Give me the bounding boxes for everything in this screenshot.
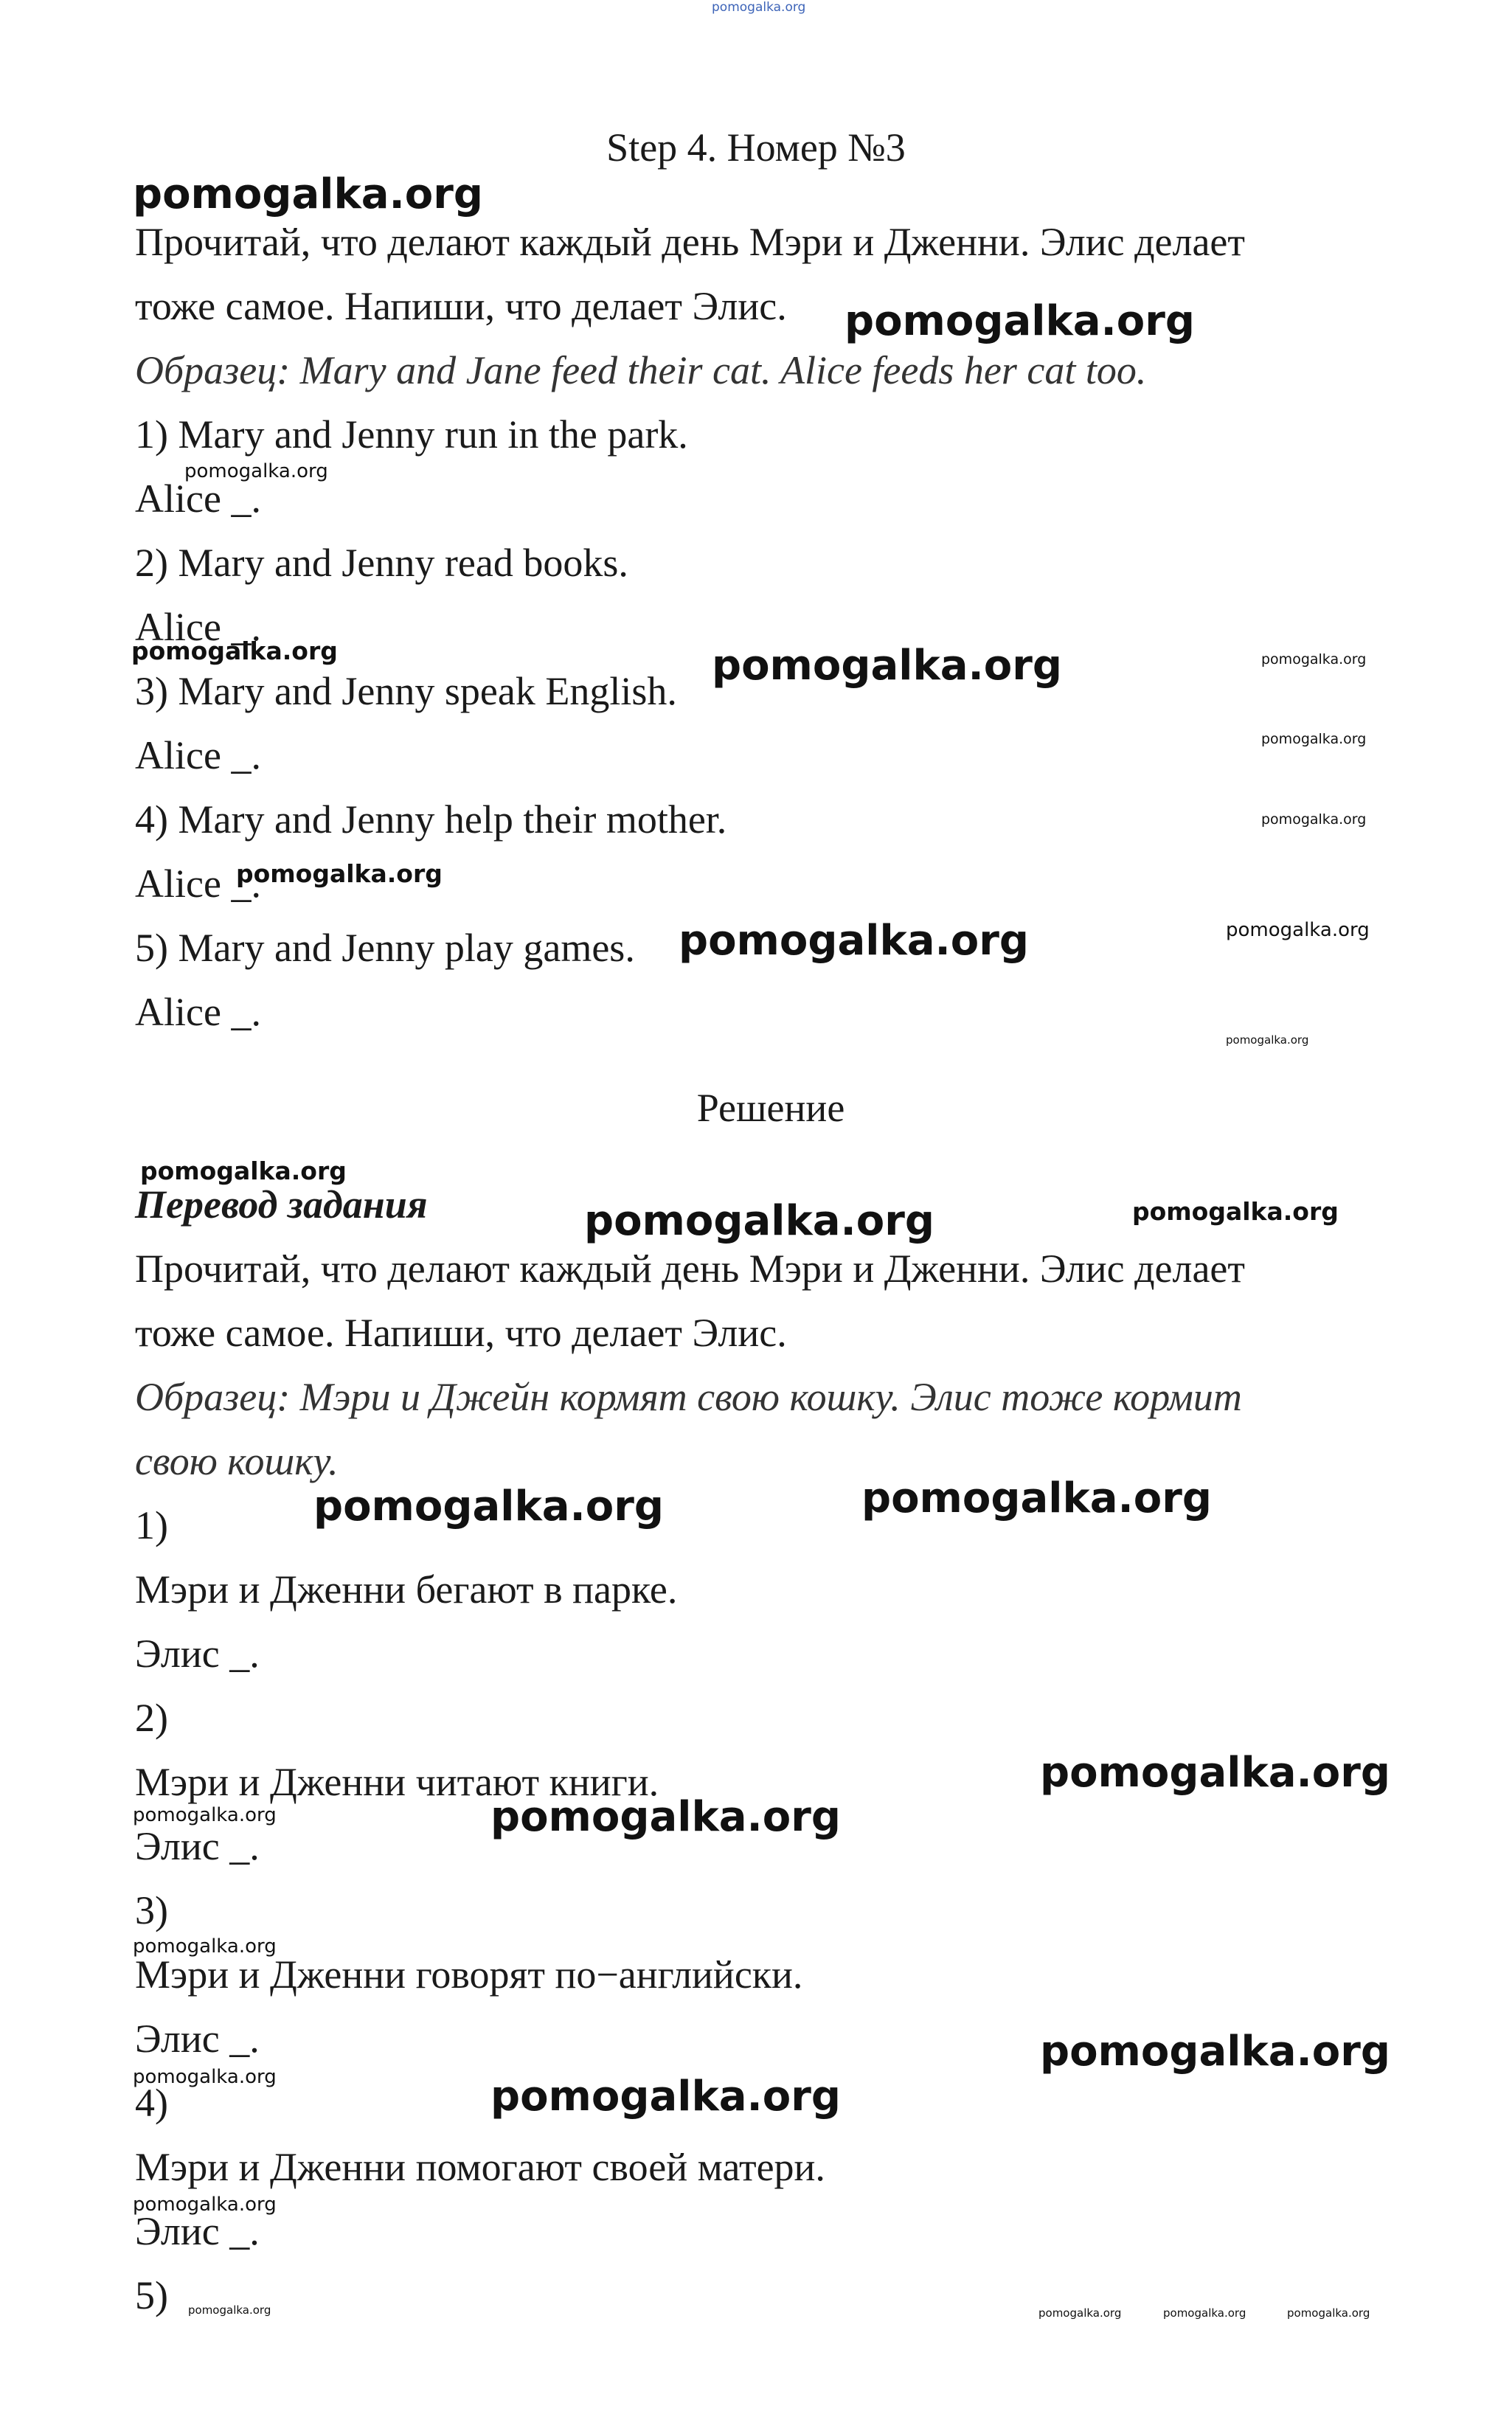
translation-heading: Перевод задания: [135, 1182, 428, 1227]
watermark: pomogalka.org: [131, 637, 338, 665]
task-instruction-line1: Прочитай, что делают каждый день Мэри и Дженни. Элис делает: [135, 220, 1245, 264]
solution-item-4-sentence: Мэри и Дженни помогают своей матери.: [135, 2145, 825, 2189]
watermark: pomogalka.org: [1226, 1033, 1309, 1047]
watermark: pomogalka.org: [313, 1483, 664, 1530]
watermark: pomogalka.org: [490, 2073, 841, 2121]
task-instruction-line2: тоже самое. Напиши, что делает Элис.: [135, 284, 787, 328]
solution-item-3-number: 3): [135, 1888, 168, 1932]
watermark: pomogalka.org: [1038, 2306, 1122, 2320]
watermark: pomogalka.org: [1163, 2306, 1246, 2320]
solution-item-3-answer: Элис _.: [135, 2017, 260, 2061]
task-item-4-sentence: 4) Mary and Jenny help their mother.: [135, 797, 727, 842]
task-item-2-sentence: 2) Mary and Jenny read books.: [135, 541, 628, 585]
watermark: pomogalka.org: [184, 460, 328, 482]
solution-item-3-sentence: Мэри и Дженни говорят по−английски.: [135, 1952, 803, 1997]
watermark: pomogalka.org: [845, 297, 1195, 345]
watermark: pomogalka.org: [584, 1197, 934, 1245]
solution-heading: Решение: [696, 1086, 845, 1130]
solution-item-4-number: 4): [135, 2081, 168, 2125]
solution-item-5-number: 5): [135, 2273, 168, 2317]
page-title: Step 4. Номер №3: [606, 125, 906, 170]
watermark: pomogalka.org: [1132, 1197, 1339, 1226]
watermark: pomogalka.org: [133, 2066, 277, 2088]
task-item-4-answer: Alice _.: [135, 861, 261, 906]
watermark: pomogalka.org: [1040, 2028, 1390, 2076]
solution-item-4-answer: Элис _.: [135, 2209, 260, 2253]
solution-item-2-answer: Элис _.: [135, 1824, 260, 1868]
watermark: pomogalka.org: [712, 642, 1062, 690]
watermark: pomogalka.org: [133, 2194, 277, 2216]
task-item-5-sentence: 5) Mary and Jenny play games.: [135, 926, 635, 970]
watermark: pomogalka.org: [861, 1474, 1212, 1522]
task-item-1-answer: Alice _.: [135, 476, 261, 521]
task-example: Образец: Mary and Jane feed their cat. Alice feeds her cat too.: [135, 348, 1147, 392]
solution-example-line2: свою кошку.: [135, 1439, 339, 1483]
watermark: pomogalka.org: [1261, 811, 1367, 828]
solution-example-line1: Образец: Мэри и Джейн кормят свою кошку. Элис тоже кормит: [135, 1375, 1242, 1419]
task-item-3-sentence: 3) Mary and Jenny speak English.: [135, 669, 677, 713]
solution-item-2-number: 2): [135, 1696, 168, 1740]
watermark: pomogalka.org: [1287, 2306, 1370, 2320]
watermark: pomogalka.org: [1226, 919, 1370, 941]
watermark: pomogalka.org: [133, 1804, 277, 1826]
solution-instruction-line2: тоже самое. Напиши, что делает Элис.: [135, 1311, 787, 1355]
solution-instruction-line1: Прочитай, что делают каждый день Мэри и Дженни. Элис делает: [135, 1247, 1245, 1291]
watermark: pomogalka.org: [679, 917, 1029, 965]
watermark: pomogalka.org: [1040, 1749, 1390, 1797]
watermark: pomogalka.org: [712, 0, 806, 15]
task-item-5-answer: Alice _.: [135, 990, 261, 1034]
solution-item-2-sentence: Мэри и Дженни читают книги.: [135, 1760, 659, 1804]
watermark: pomogalka.org: [490, 1793, 841, 1841]
solution-item-1-answer: Элис _.: [135, 1632, 260, 1676]
watermark: pomogalka.org: [140, 1157, 347, 1185]
solution-item-1-sentence: Мэри и Дженни бегают в парке.: [135, 1567, 678, 1612]
watermark: pomogalka.org: [1261, 651, 1367, 668]
solution-item-1-number: 1): [135, 1503, 168, 1547]
watermark: pomogalka.org: [1261, 731, 1367, 747]
task-item-2-answer: Alice _.: [135, 605, 261, 649]
watermark: pomogalka.org: [133, 1935, 277, 1958]
task-item-1-sentence: 1) Mary and Jenny run in the park.: [135, 412, 688, 457]
watermark: pomogalka.org: [188, 2303, 271, 2317]
task-item-3-answer: Alice _.: [135, 733, 261, 777]
watermark: pomogalka.org: [133, 170, 483, 218]
watermark: pomogalka.org: [236, 859, 443, 888]
